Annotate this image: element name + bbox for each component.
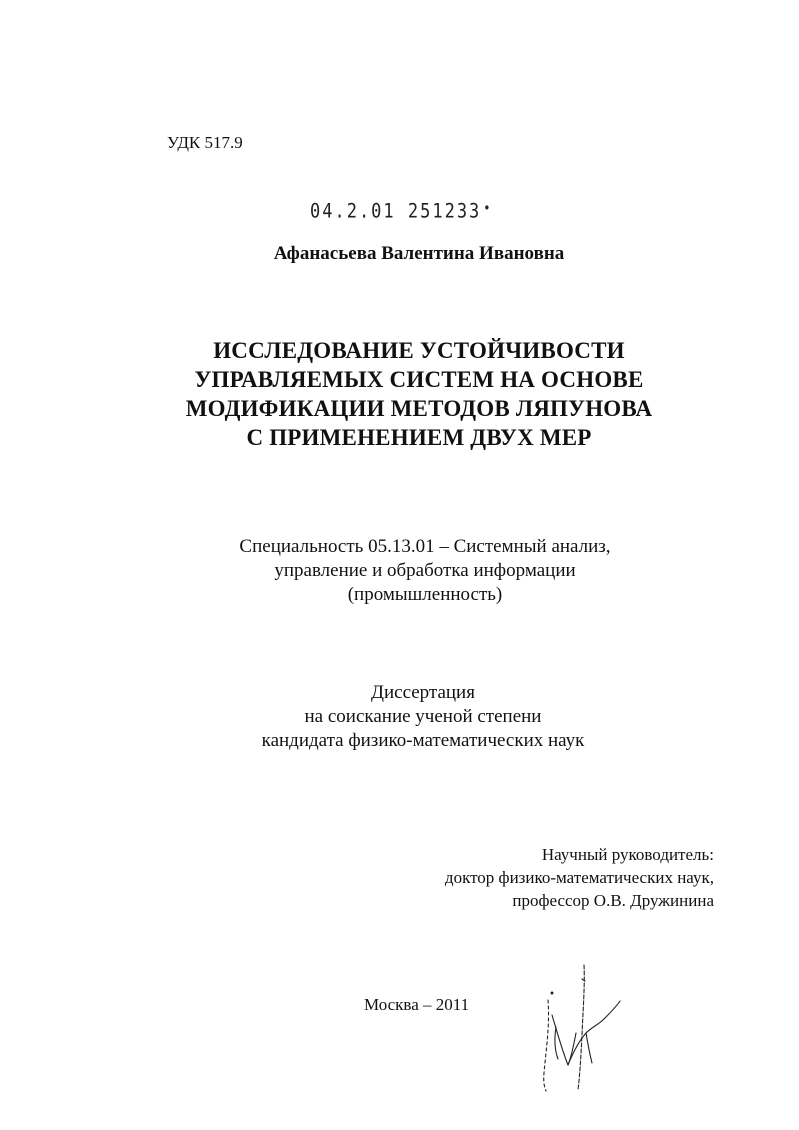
specialty-line: (промышленность) [347, 584, 503, 605]
supervisor-block [445, 843, 714, 912]
archive-mark: • [483, 200, 493, 217]
archive-number: 04.2.01 251233 [310, 200, 482, 223]
city-year: Москва – 2011 [364, 995, 470, 1014]
title-line: УПРАВЛЯЕМЫХ СИСТЕМ НА ОСНОВЕ [194, 367, 644, 392]
degree-block [0, 681, 799, 753]
degree-line: кандидата физико-математических наук [261, 730, 585, 751]
specialty-line: Специальность 05.13.01 – Системный анализ, [239, 536, 611, 557]
supervisor-line: Научный руководитель: [541, 845, 714, 864]
specialty-block [0, 535, 799, 607]
dissertation-title [0, 336, 799, 452]
title-line: МОДИФИКАЦИИ МЕТОДОВ ЛЯПУНОВА [185, 396, 653, 421]
degree-line: на соискание ученой степени [304, 706, 542, 727]
title-line: С ПРИМЕНЕНИЕМ ДВУХ МЕР [246, 425, 592, 450]
signature-icon [528, 955, 638, 1095]
degree-line: Диссертация [371, 682, 475, 703]
supervisor-line: доктор физико-математических наук, [444, 868, 714, 887]
archive-stamp-code [310, 200, 493, 223]
title-line: ИССЛЕДОВАНИЕ УСТОЙЧИВОСТИ [213, 338, 625, 363]
author-name: Афанасьева Валентина Ивановна [273, 243, 565, 264]
supervisor-line: профессор О.В. Дружинина [512, 891, 714, 910]
udk-code: УДК 517.9 [167, 133, 243, 152]
specialty-line: управление и обработка информации [274, 560, 576, 581]
